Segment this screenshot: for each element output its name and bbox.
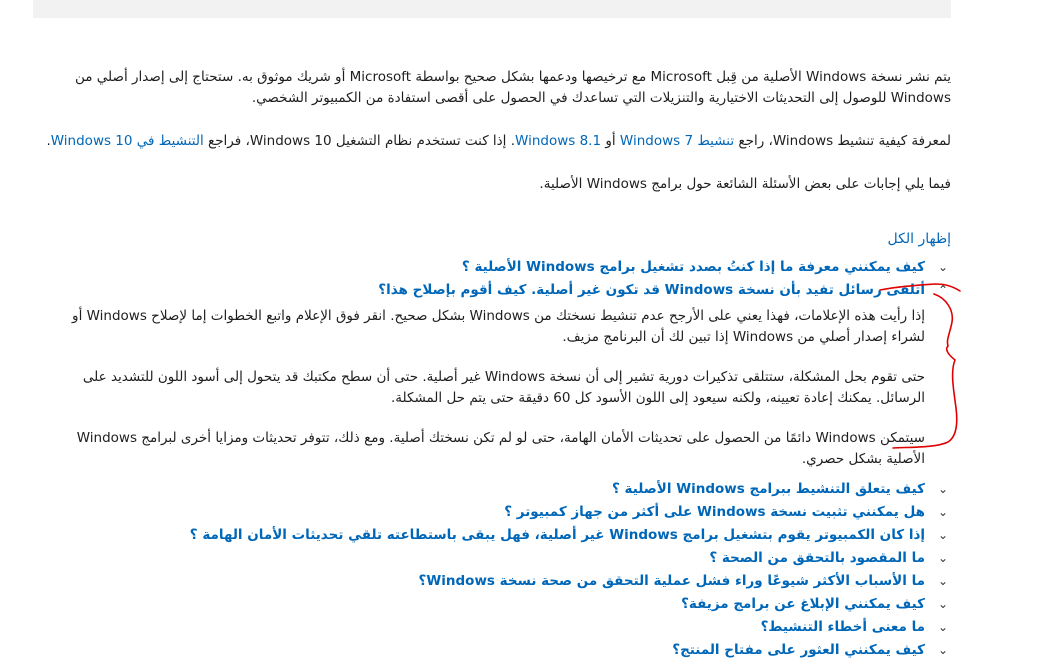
faq-question-10[interactable] (40, 639, 951, 662)
answer-paragraph-3: سيتمكن Windows دائمًا من الحصول على تحديثات الأمان الهامة، حتى لو لم تكن نسختك أصلية. ومع ذلك، تتوفر تحديثات ومزايا أخرى لبرامج Windows الأصلية بشكل حصري. (76, 430, 925, 467)
chevron-down-icon: ⌄ (937, 643, 949, 657)
faq-item (40, 593, 951, 616)
faq-question-9[interactable] (40, 616, 951, 639)
show-all-link[interactable]: إظهار الكل (887, 231, 951, 247)
faq-item (40, 478, 951, 501)
faq-question-text: هل يمكنني تثبيت نسخة Windows على أكثر من جهاز كمبيوتر ؟ (504, 504, 925, 520)
chevron-down-icon: ⌄ (937, 620, 949, 634)
activation-windows10-link[interactable]: التنشيط في Windows 10 (50, 133, 204, 149)
intro-paragraph: يتم نشر نسخة Windows الأصلية من قِبل Microsoft مع ترخيصها ودعمها بشكل صحيح بواسطة Microsoft أو شريك موثوق به. ستحتاج إلى إصدار أصلي من Windows للوصول إلى التحديثات الاختيارية والتنزيلات التي تساعدك في الحصول على أقصى استفادة من الكمبيوتر الشخصي. (75, 69, 951, 106)
chevron-down-icon: ⌄ (937, 528, 949, 542)
faq-question-text: أتلقى رسائل تفيد بأن نسخة Windows قد تكون غير أصلية. كيف أقوم بإصلاح هذا؟ (378, 282, 925, 298)
faq-question-2[interactable] (40, 279, 951, 302)
activation-middle: . إذا كنت تستخدم نظام التشغيل Windows 10، فراجع (203, 133, 516, 149)
top-banner (33, 0, 951, 18)
faq-question-4[interactable] (40, 501, 951, 524)
faq-question-6[interactable] (40, 547, 951, 570)
faq-list (40, 256, 951, 662)
faq-question-8[interactable] (40, 593, 951, 616)
faq-question-text: ما المقصود بالتحقق من الصحة ؟ (709, 550, 925, 566)
faq-item (40, 256, 951, 279)
windows81-link[interactable]: Windows 8.1 (515, 133, 602, 149)
faq-question-text: إذا كان الكمبيوتر يقوم بتشغيل برامج Windows غير أصلية، فهل يبقى باستطاعته تلقي تحديثات الأمان الهامة ؟ (189, 527, 925, 543)
faq-item (40, 639, 951, 662)
faq-question-3[interactable] (40, 478, 951, 501)
faq-answer (40, 302, 925, 478)
faq-item (40, 501, 951, 524)
faq-item (40, 616, 951, 639)
faq-question-text: ما معنى أخطاء التنشيط؟ (760, 619, 925, 635)
faq-item (40, 524, 951, 547)
faq-question-text: كيف يتعلق التنشيط ببرامج Windows الأصلية ؟ (612, 481, 925, 497)
answer-paragraph-2: حتى تقوم بحل المشكلة، ستتلقى تذكيرات دورية تشير إلى أن نسخة Windows غير أصلية. حتى أن سطح مكتبك قد يتحول إلى أسود اللون للتشديد على الرسائل. يمكنك إعادة تعيينه، ولكنه سيعود إلى اللون الأسود كل 60 دقيقة حتى يتم حل المشكلة. (82, 369, 925, 406)
chevron-down-icon: ⌄ (937, 482, 949, 496)
chevron-down-icon: ⌄ (937, 505, 949, 519)
faq-question-1[interactable] (40, 256, 951, 279)
article-content (40, 62, 951, 662)
faq-question-5[interactable] (40, 524, 951, 547)
faq-question-7[interactable] (40, 570, 951, 593)
chevron-down-icon: ⌄ (937, 551, 949, 565)
faq-item-expanded (40, 279, 951, 478)
faq-question-text: ما الأسباب الأكثر شيوعًا وراء فشل عملية التحقق من صحة نسخة Windows؟ (418, 573, 925, 589)
chevron-down-icon: ⌄ (937, 574, 949, 588)
activation-or: أو (601, 133, 620, 149)
activation-paragraph (40, 131, 951, 152)
activation-prefix: لمعرفة كيفية تنشيط Windows، راجع (734, 133, 951, 149)
faq-item (40, 547, 951, 570)
faq-item (40, 570, 951, 593)
faq-question-text: كيف يمكنني الإبلاغ عن برامج مزيفة؟ (681, 596, 925, 612)
chevron-up-icon: ⌃ (937, 283, 949, 297)
chevron-down-icon: ⌄ (937, 260, 949, 274)
activate-windows7-link[interactable]: تنشيط Windows 7 (619, 133, 735, 149)
faq-question-text: كيف يمكنني العثور على مفتاح المنتج؟ (672, 642, 925, 658)
chevron-down-icon: ⌄ (937, 597, 949, 611)
answer-paragraph-1: إذا رأيت هذه الإعلامات، فهذا يعني على الأرجح عدم تنشيط نسختك من Windows بشكل صحيح. انقر فوق الإعلام واتبع الخطوات إما لإصلاح Windows أو لشراء إصدار أصلي من Windows إذا تبين لك أن البرنامج مزيف. (72, 308, 925, 345)
activation-suffix: . (46, 133, 51, 149)
faq-intro: فيما يلي إجابات على بعض الأسئلة الشائعة حول برامج Windows الأصلية. (539, 176, 951, 192)
faq-question-text: كيف يمكنني معرفة ما إذا كنتُ بصدد تشغيل برامج Windows الأصلية ؟ (461, 259, 925, 275)
